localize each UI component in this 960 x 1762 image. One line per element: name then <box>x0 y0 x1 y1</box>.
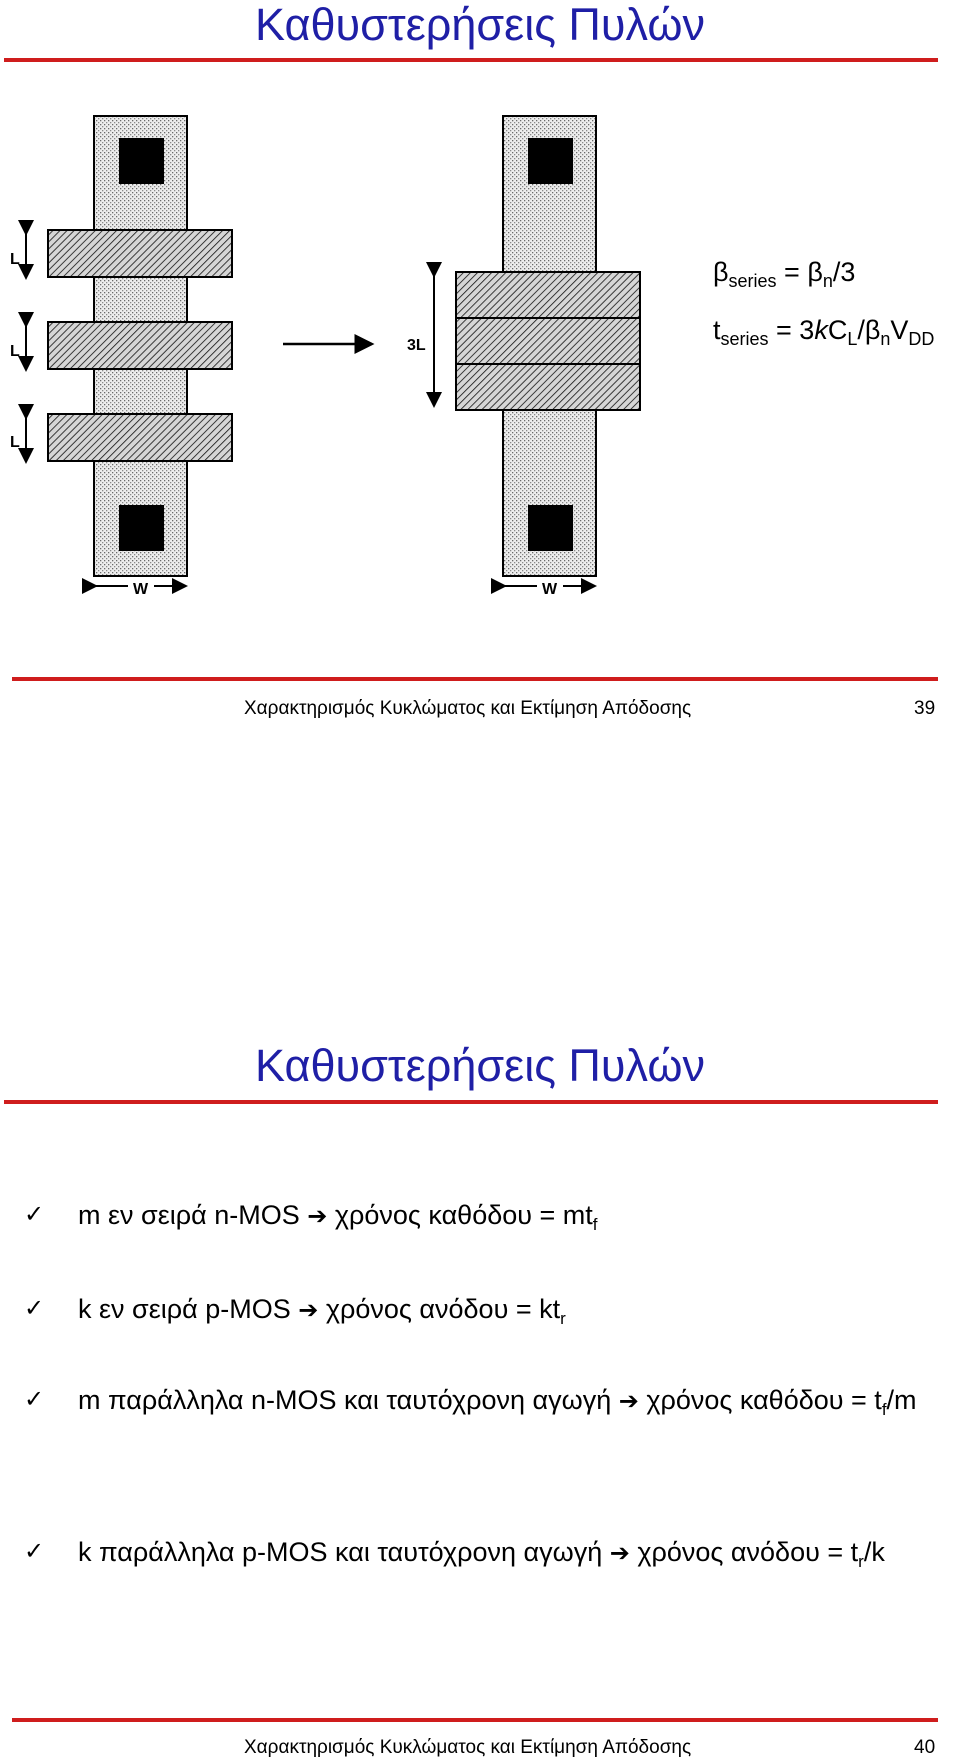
footer-divider <box>12 1718 938 1722</box>
arrow-icon: ➔ <box>618 1387 639 1415</box>
check-icon: ✓ <box>24 1295 45 1322</box>
title-divider <box>4 1100 938 1104</box>
formula-t-series: $t_{series} = 3kC_L/\beta_nV_{DD}$ <box>713 315 935 349</box>
bullet-item-2: ✓ k εν σειρά p-MOS ➔ χρόνος $\alpha\nu ό\delta o\upsilon = kt_r$ <box>24 1290 924 1329</box>
length-label-2: L <box>10 343 20 360</box>
left-transistor-stack <box>10 116 232 598</box>
page-number: 40 <box>914 1737 936 1758</box>
arrow-icon: ➔ <box>298 1296 319 1324</box>
slide2-title: Καθυστερήσεις Πυλών <box>255 1040 705 1091</box>
length-label-1: L <box>10 251 20 268</box>
transistor-diagram <box>0 0 960 610</box>
bullet-item-4: ✓ k παράλληλα p-MOS και ταυτόχρονη αγωγή ➔ χρόνος $\alpha\nu ό\delta o\upsilon = t_r/k$ <box>24 1533 924 1572</box>
bullet-item-3: ✓ m παράλληλα n-MOS και ταυτόχρονη αγωγή ➔ χρόνος $\kappa\alpha\theta ό\delta o\upsilon = t_f/m$ <box>24 1381 924 1420</box>
footer-divider <box>12 677 938 681</box>
page-number: 39 <box>914 698 936 719</box>
length-label-3: L <box>10 434 20 451</box>
formula-beta-series: $\beta_{series} = \beta_n/3$ <box>713 257 856 291</box>
check-icon: ✓ <box>24 1201 45 1228</box>
footer-title: Χαρακτηρισμός Κυκλώματος και Εκτίμηση Απόδοσης <box>244 1737 692 1758</box>
arrow-icon: ➔ <box>307 1202 328 1230</box>
bullet-item-1: ✓ m εν σειρά n-MOS ➔ χρόνος $\kappa\alpha\theta ό\delta o\upsilon = mt_f$ <box>24 1196 924 1235</box>
width-label-left: W <box>133 581 149 598</box>
arrow-icon: ➔ <box>609 1539 630 1567</box>
width-label-right: W <box>542 581 558 598</box>
check-icon: ✓ <box>24 1386 45 1413</box>
slide1-title: Καθυστερήσεις Πυλών <box>255 0 705 50</box>
right-transistor-stack <box>407 116 640 598</box>
check-icon: ✓ <box>24 1538 45 1565</box>
length-label-3l: 3L <box>407 337 426 354</box>
footer-title: Χαρακτηρισμός Κυκλώματος και Εκτίμηση Απόδοσης <box>244 698 692 719</box>
